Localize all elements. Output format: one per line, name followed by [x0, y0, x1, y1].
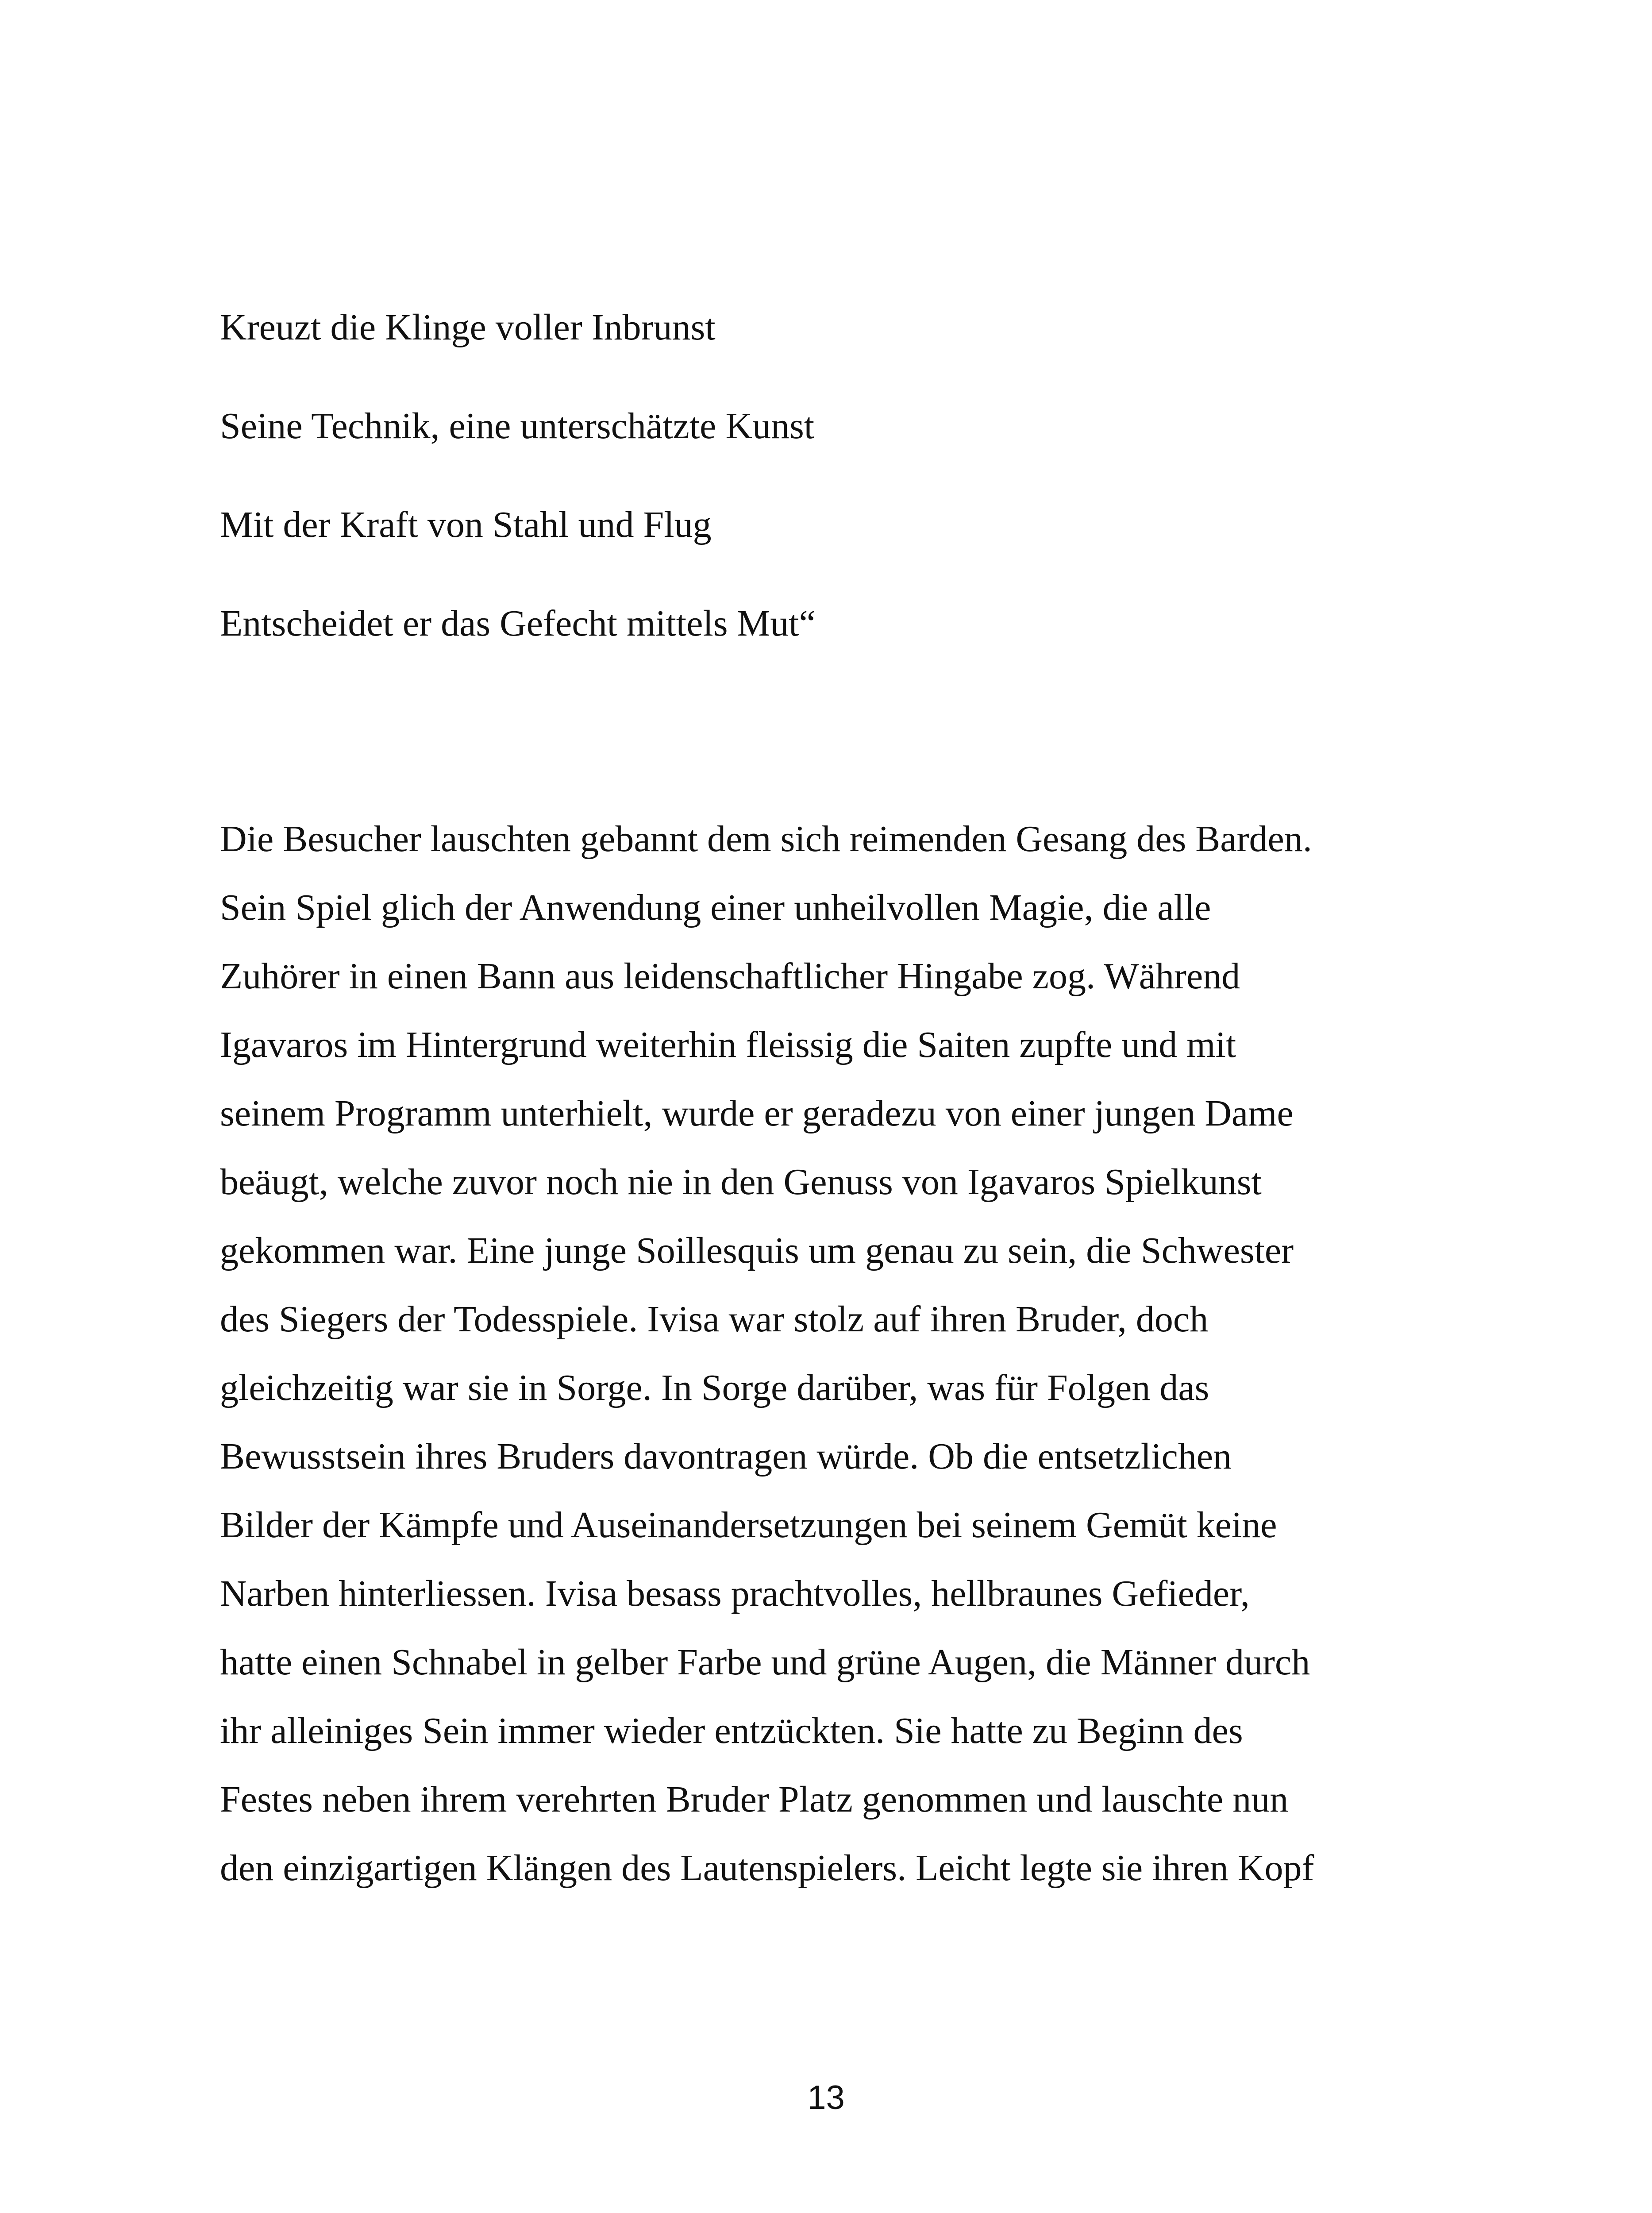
prose-line: gleichzeitig war sie in Sorge. In Sorge darüber, was für Folgen das [220, 1367, 1209, 1408]
prose-line: Sein Spiel glich der Anwendung einer unheilvollen Magie, die alle [220, 887, 1211, 928]
poem-line: Mit der Kraft von Stahl und Flug [220, 504, 712, 545]
prose-line: des Siegers der Todesspiele. Ivisa war stolz auf ihren Bruder, doch [220, 1299, 1209, 1340]
prose-line: seinem Programm unterhielt, wurde er geradezu von einer jungen Dame [220, 1093, 1294, 1134]
prose-paragraph [220, 805, 1424, 1902]
prose-line: Bilder der Kämpfe und Auseinandersetzungen bei seinem Gemüt keine [220, 1504, 1277, 1546]
prose-line: ihr alleiniges Sein immer wieder entzückten. Sie hatte zu Beginn des [220, 1710, 1243, 1751]
prose-line: Zuhörer in einen Bann aus leidenschaftlicher Hingabe zog. Während [220, 956, 1240, 997]
prose-line: Igavaros im Hintergrund weiterhin fleissig die Saiten zupfte und mit [220, 1024, 1236, 1065]
prose-line: beäugt, welche zuvor noch nie in den Genuss von Igavaros Spielkunst [220, 1161, 1262, 1203]
prose-line: Festes neben ihrem verehrten Bruder Platz genommen und lauschte nun [220, 1779, 1289, 1820]
prose-line: den einzigartigen Klängen des Lautenspielers. Leicht legte sie ihren Kopf [220, 1847, 1314, 1889]
poem-line: Kreuzt die Klinge voller Inbrunst [220, 307, 716, 348]
prose-line: gekommen war. Eine junge Soillesquis um genau zu sein, die Schwester [220, 1230, 1294, 1271]
prose-line: Die Besucher lauschten gebannt dem sich reimenden Gesang des Barden. [220, 818, 1312, 860]
prose-line: Bewusstsein ihres Bruders davontragen würde. Ob die entsetzlichen [220, 1436, 1232, 1477]
prose-line: Narben hinterliessen. Ivisa besass prachtvolles, hellbraunes Gefieder, [220, 1573, 1250, 1614]
prose-line: hatte einen Schnabel in gelber Farbe und grüne Augen, die Männer durch [220, 1642, 1310, 1683]
poem-line: Seine Technik, eine unterschätzte Kunst [220, 405, 815, 447]
page-number: 13 [807, 2079, 845, 2117]
poem-stanza [220, 305, 1548, 700]
poem-line: Entscheidet er das Gefecht mittels Mut“ [220, 603, 816, 644]
